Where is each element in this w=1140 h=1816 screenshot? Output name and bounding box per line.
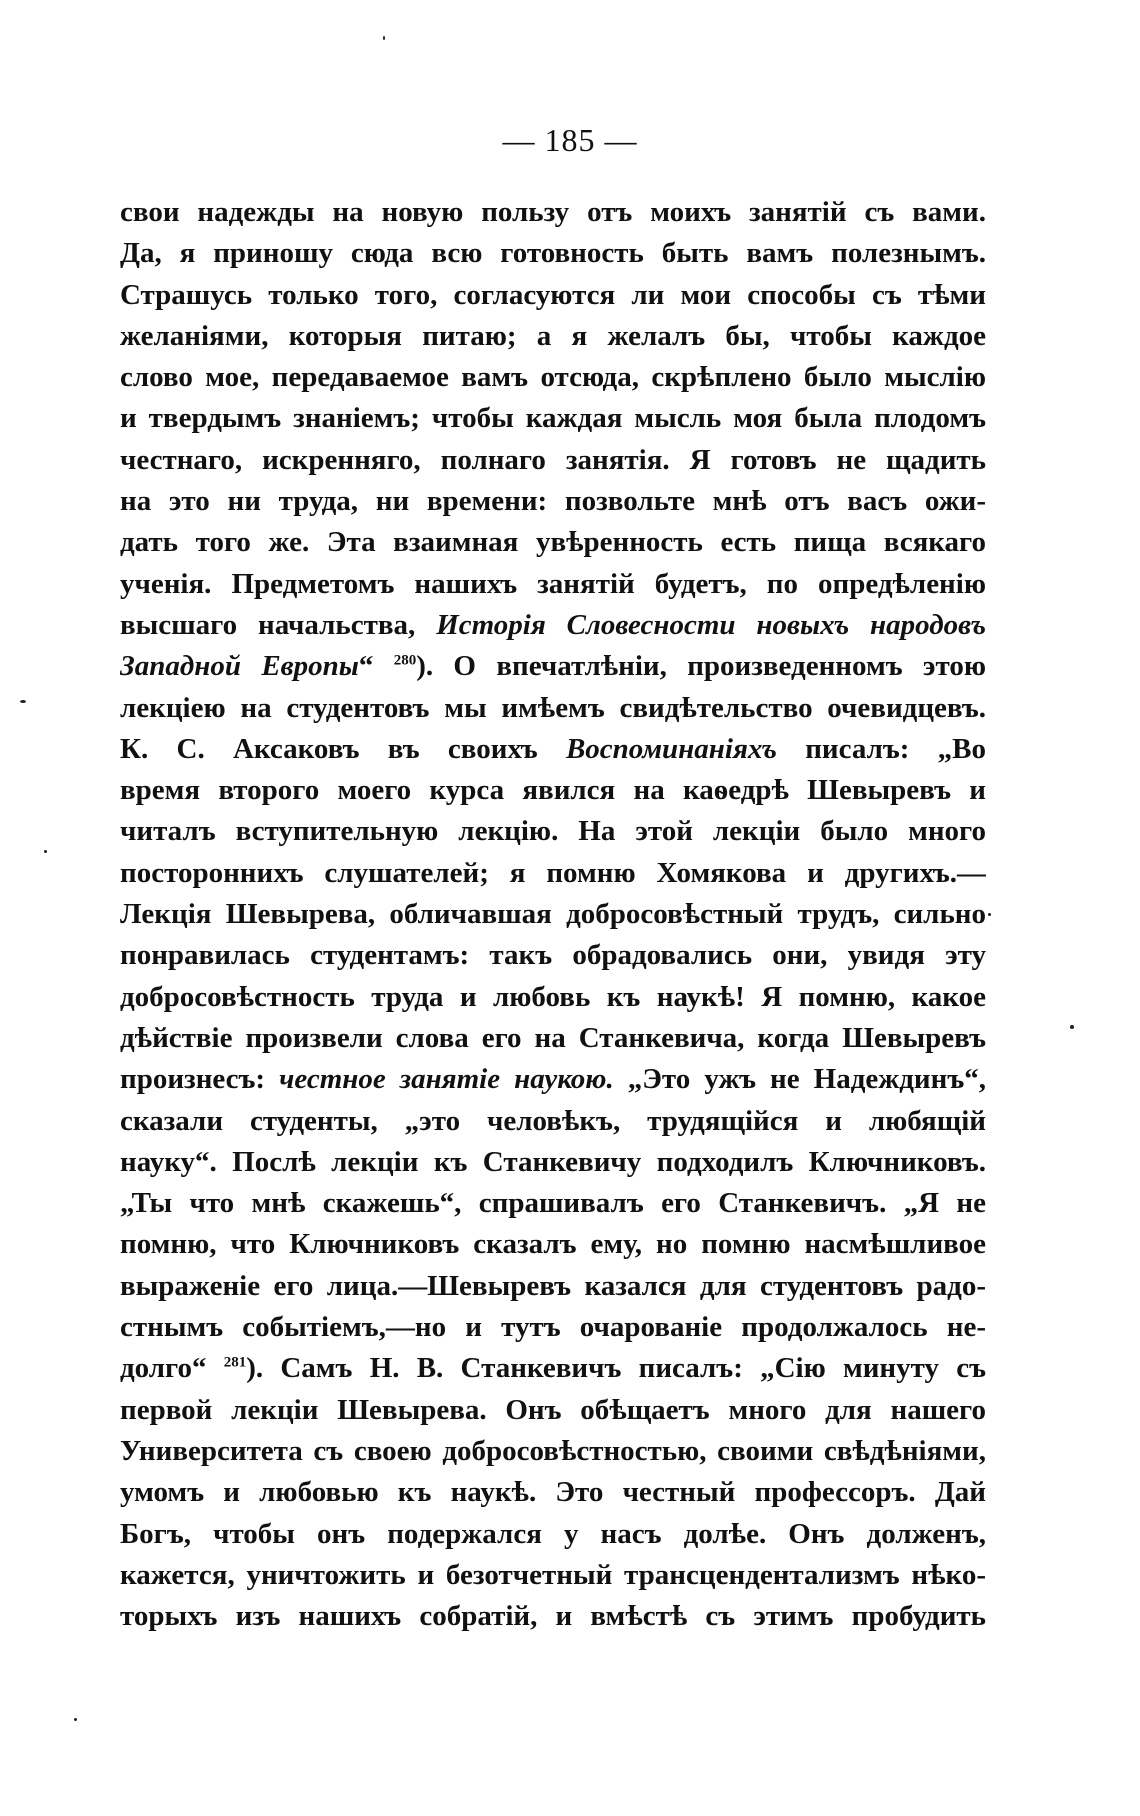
text-line	[120, 1224, 986, 1265]
text-line	[120, 811, 986, 852]
text-line	[120, 1183, 986, 1224]
text-segment: “	[358, 650, 394, 683]
text-line	[120, 605, 986, 646]
body-text	[120, 192, 986, 1637]
text-line	[120, 729, 986, 770]
text-line	[120, 192, 986, 233]
text-segment: „Ты что мнѣ скажешь“, спрашивалъ его Станкевичъ. „Я не	[120, 1187, 986, 1220]
text-segment: произнесъ:	[120, 1063, 280, 1096]
page-number: — 185 —	[502, 122, 638, 158]
text-line	[120, 977, 986, 1018]
text-segment: добросовѣстность труда и любовь къ наукѣ! Я помню, какое	[120, 980, 986, 1013]
text-segment: время второго моего курса явился на каѳедрѣ Шевыревъ и	[120, 774, 986, 807]
scan-speck	[74, 1718, 77, 1721]
text-segment: Страшусь только того, согласуются ли мои способы съ тѣми	[120, 278, 986, 311]
text-line	[120, 1307, 986, 1348]
text-line	[120, 1555, 986, 1596]
italic-text: Исторія Словесности новыхъ народовъ	[436, 608, 986, 641]
text-line	[120, 1018, 986, 1059]
text-segment: читалъ вступительную лекцію. На этой лекціи было много	[120, 815, 986, 848]
text-segment: и твердымъ знаніемъ; чтобы каждая мысль моя была плодомъ	[120, 402, 986, 435]
text-line	[120, 1431, 986, 1472]
text-segment: дать того же. Эта взаимная увѣренность есть пища всякаго	[120, 526, 986, 559]
text-segment: желаніями, которыя питаю; а я желалъ бы, чтобы каждое	[120, 319, 986, 352]
text-segment: сказали студенты, „это человѣкъ, трудящійся и любящій	[120, 1104, 986, 1137]
text-segment: писалъ: „Во	[776, 732, 986, 765]
text-segment: Лекція Шевырева, обличавшая добросовѣстный трудъ, сильно	[120, 898, 986, 931]
text-segment: высшаго начальства,	[120, 608, 437, 641]
footnote-ref: 281	[223, 1354, 247, 1371]
text-line	[120, 1059, 986, 1100]
italic-text: Воспоминаніяхъ	[565, 732, 777, 765]
text-segment: умомъ и любовью къ наукѣ. Это честный профессоръ. Дай	[120, 1476, 986, 1509]
scan-speck	[20, 700, 26, 703]
text-line	[120, 1514, 986, 1555]
text-segment: постороннихъ слушателей; я помню Хомякова и другихъ.—	[120, 856, 986, 889]
text-segment: науку“. Послѣ лекціи къ Станкевичу подходилъ Ключниковъ.	[120, 1145, 986, 1178]
text-line	[120, 233, 986, 274]
text-segment: Богъ, чтобы онъ подержался у насъ долѣе. Онъ долженъ,	[120, 1517, 986, 1550]
text-segment: дѣйствіе произвели слова его на Станкевича, когда Шевыревъ	[120, 1021, 986, 1054]
text-segment: стнымъ событіемъ,—но и тутъ очарованіе продолжалось не-	[120, 1311, 986, 1344]
text-line	[120, 1390, 986, 1431]
text-segment: К. С. Аксаковъ въ своихъ	[120, 732, 566, 765]
text-line	[120, 1142, 986, 1183]
text-segment: на это ни труда, ни времени: позвольте мнѣ отъ васъ ожи-	[120, 485, 986, 518]
text-line	[120, 1348, 986, 1389]
text-line	[120, 398, 986, 439]
text-segment: „Это ужъ не Надеждинъ“,	[613, 1063, 986, 1096]
text-segment: выраженіе его лица.—Шевыревъ казался для студентовъ радо-	[120, 1269, 986, 1302]
text-segment: лекціею на студентовъ мы имѣемъ свидѣтельство очевидцевъ.	[120, 691, 986, 724]
text-line	[120, 481, 986, 522]
footnote-ref: 280	[393, 652, 417, 669]
text-segment: Университета съ своею добросовѣстностью, своими свѣдѣніями,	[120, 1434, 986, 1467]
text-line	[120, 1596, 986, 1637]
text-segment: помню, что Ключниковъ сказалъ ему, но помню насмѣшливое	[120, 1228, 986, 1261]
text-segment: первой лекціи Шевырева. Онъ обѣщаетъ много для нашего	[120, 1393, 986, 1426]
text-line	[120, 935, 986, 976]
text-line	[120, 1266, 986, 1307]
text-line	[120, 275, 986, 316]
text-segment: долго“	[120, 1352, 224, 1385]
text-segment: честнаго, искренняго, полнаго занятія. Я готовъ не щадить	[120, 443, 986, 476]
text-segment: понравилась студентамъ: такъ обрадовались они, увидя эту	[120, 939, 986, 972]
text-line	[120, 1472, 986, 1513]
text-line	[120, 770, 986, 811]
text-segment: кажется, уничтожить и безотчетный трансцендентализмъ нѣко-	[120, 1558, 986, 1591]
text-line	[120, 894, 986, 935]
text-segment: ученія. Предметомъ нашихъ занятій будетъ, по опредѣленію	[120, 567, 986, 600]
scan-speck	[44, 850, 47, 853]
text-line	[120, 316, 986, 357]
text-line	[120, 564, 986, 605]
text-segment: торыхъ изъ нашихъ собратій, и вмѣстѣ съ этимъ пробудить	[120, 1600, 986, 1633]
text-line	[120, 440, 986, 481]
italic-text: Западной Европы	[120, 650, 359, 683]
text-line	[120, 357, 986, 398]
italic-text: честное занятіе наукою.	[279, 1063, 614, 1096]
text-segment: ). О впечатлѣніи, произведенномъ этою	[416, 650, 986, 683]
scan-speck	[383, 36, 385, 40]
text-segment: Да, я приношу сюда всю готовность быть вамъ полезнымъ.	[120, 237, 986, 270]
text-line	[120, 646, 986, 687]
scan-speck	[1070, 1025, 1074, 1029]
text-segment: ). Самъ Н. В. Станкевичъ писалъ: „Сію минуту съ	[246, 1352, 986, 1385]
text-line	[120, 853, 986, 894]
text-line	[120, 688, 986, 729]
scan-speck	[988, 913, 991, 916]
text-segment: слово мое, передаваемое вамъ отсюда, скрѣплено было мыслію	[120, 361, 986, 394]
text-segment: свои надежды на новую пользу отъ моихъ занятій съ вами.	[120, 196, 986, 228]
text-line	[120, 522, 986, 563]
text-line	[120, 1101, 986, 1142]
